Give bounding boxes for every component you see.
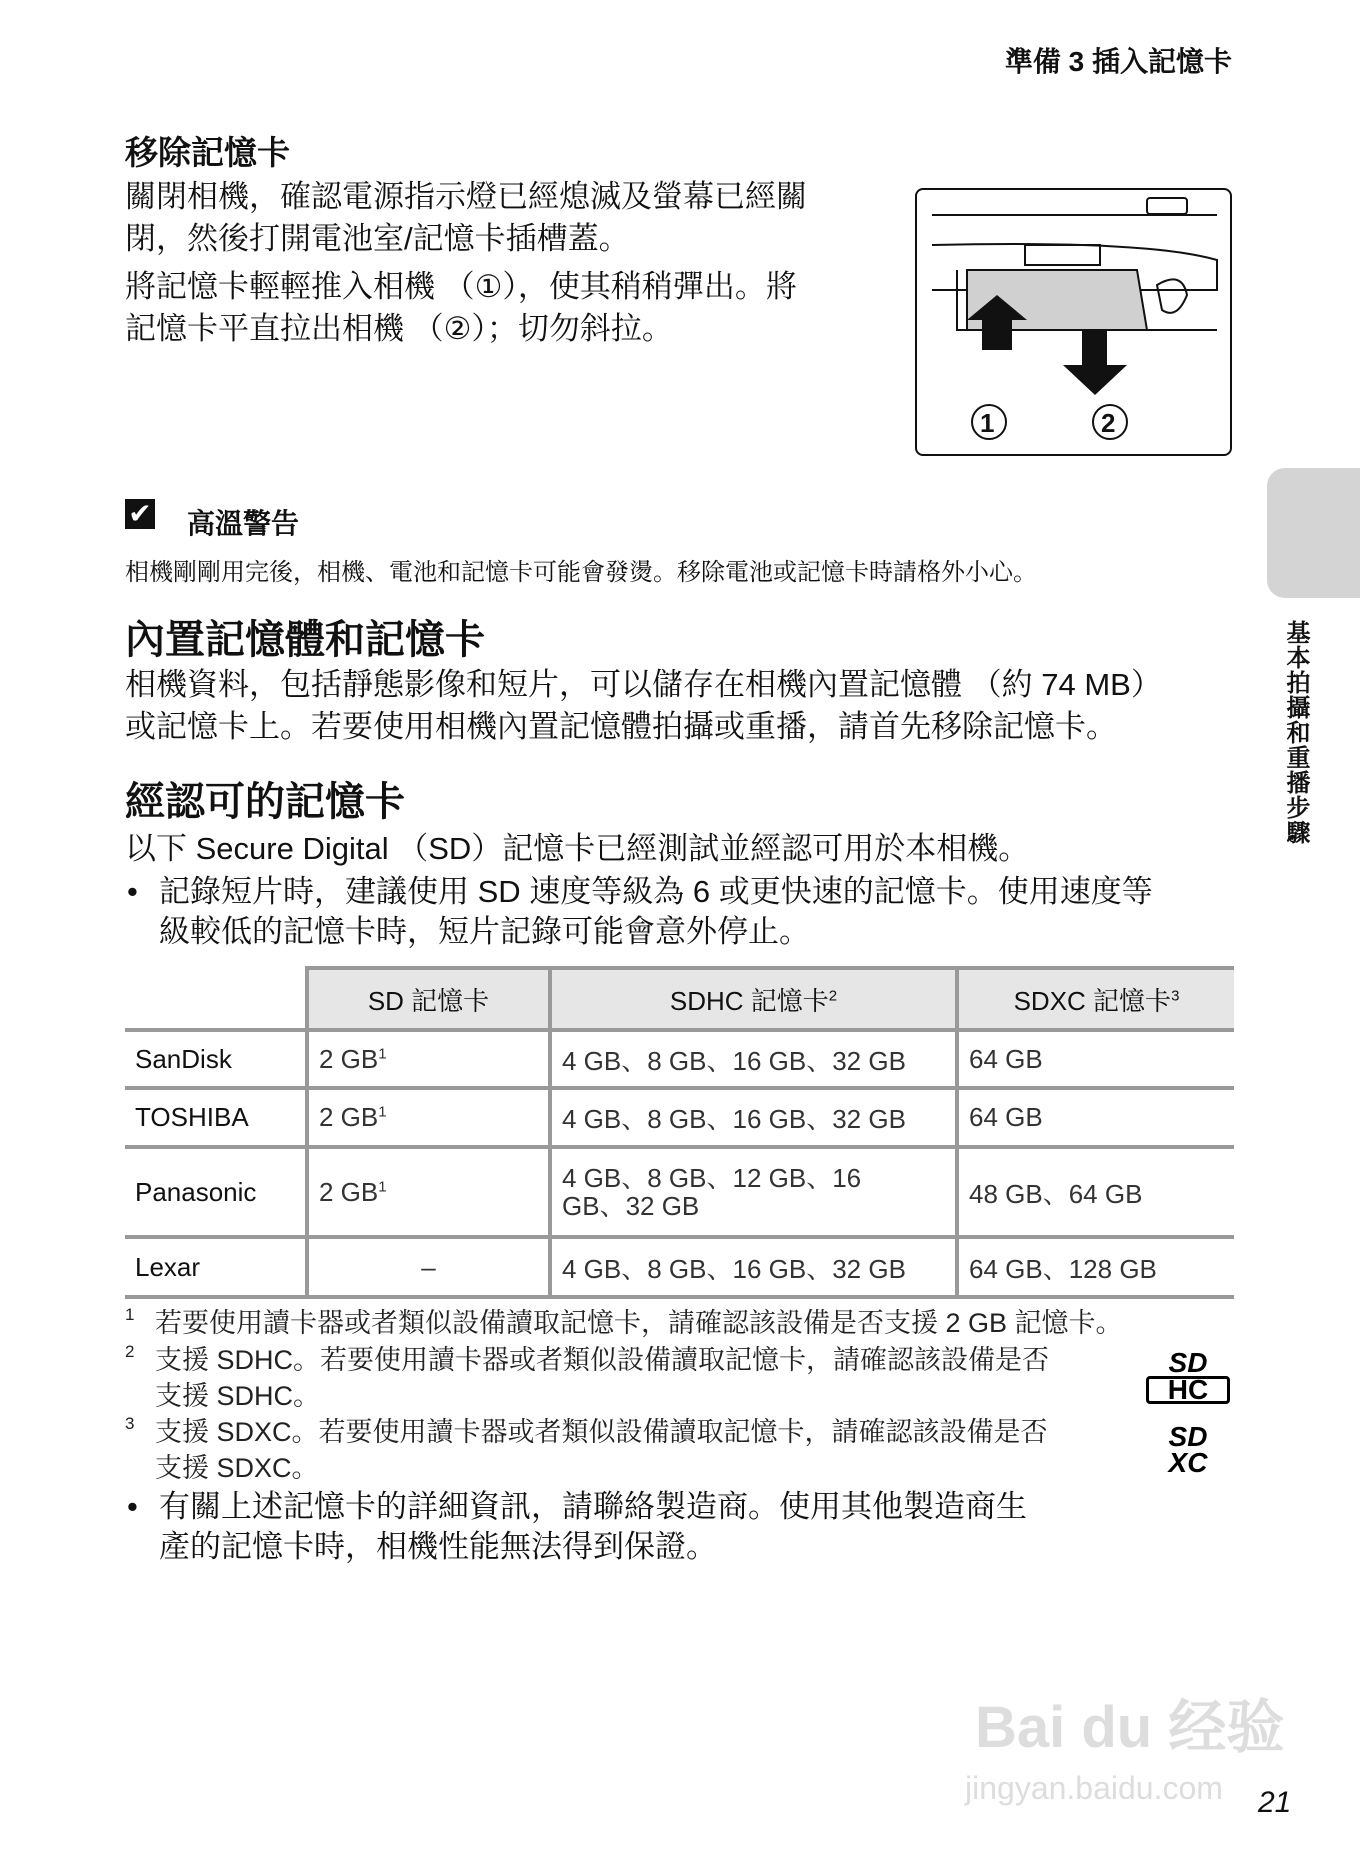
text-line: 記憶卡平直拉出相機 （②）；切勿斜拉。 xyxy=(125,311,673,346)
footnote-1: 1 若要使用讀卡器或者類似設備讀取記憶卡，請確認該設備是否支援 2 GB 記憶卡。 xyxy=(125,1305,1123,1338)
bullet-manufacturer xyxy=(125,1487,1027,1567)
text-line: 產的記憶卡時，相機性能無法得到保證。 xyxy=(159,1529,717,1564)
col-header-sd: SD 記憶卡 xyxy=(307,968,550,1030)
approved-intro: 以下 Secure Digital （SD）記憶卡已經測試並經認可用於本相機。 xyxy=(125,831,1030,866)
remove-card-title: 移除記憶卡 xyxy=(125,134,290,171)
arrow-down-icon xyxy=(1063,330,1127,395)
sd-cell: 2 $GB^1$ xyxy=(307,1088,550,1147)
internal-memory-title: 內置記憶體和記憶卡 xyxy=(125,618,485,662)
bullet-icon: • xyxy=(127,1489,138,1524)
sdxc-cell: 64 GB xyxy=(957,1030,1234,1088)
col-header-sdhc: SDHC 記憶卡$^2$ xyxy=(550,968,957,1030)
text-line: 有關上述記憶卡的詳細資訊，請聯絡製造商。使用其他製造商生 xyxy=(159,1489,1027,1524)
text-line: 將記憶卡輕輕推入相機 （①），使其稍稍彈出。將 xyxy=(125,269,797,304)
text-line: 相機資料，包括靜態影像和短片，可以儲存在相機內置記憶體 （約 74 MB） xyxy=(125,667,1162,702)
brand-cell: TOSHIBA xyxy=(125,1088,307,1147)
bullet-icon: • xyxy=(127,874,138,909)
step-1-label: 1 xyxy=(980,408,995,438)
sdhc-cell: 4 GB、8 GB、16 GB、32 GB xyxy=(550,1088,957,1147)
remove-card-para2 xyxy=(125,266,797,350)
sdxc-cell: 64 GB xyxy=(957,1088,1234,1147)
bullet-video-speed xyxy=(125,872,1153,952)
col-header-sdxc: SDXC 記憶卡$^3$ xyxy=(957,968,1234,1030)
table-header-row xyxy=(125,968,1234,1030)
sdhc-cell: 4 GB、8 GB、12 GB、16 GB、32 GB xyxy=(550,1147,957,1237)
note-title: 高溫警告 xyxy=(187,508,300,539)
text-line: 閉，然後打開電池室/記憶卡插槽蓋。 xyxy=(125,221,630,256)
sd-cell: 2 $GB^1$ xyxy=(307,1147,550,1237)
sdhc-logo: SD HC xyxy=(1146,1350,1230,1404)
table-row xyxy=(125,1030,1234,1088)
brand-cell: Lexar xyxy=(125,1237,307,1297)
approved-cards-title: 經認可的記憶卡 xyxy=(125,780,405,824)
approved-cards-table xyxy=(125,966,1234,1299)
footnote-2: 2 支援 SDHC。若要使用讀卡器或者類似設備讀取記憶卡，請確認該設備是否 支援 SDHC。 xyxy=(125,1342,1050,1411)
sdxc-cell: 64 GB、128 GB xyxy=(957,1237,1234,1297)
remove-card-para1 xyxy=(125,176,807,260)
sd-cell: – xyxy=(307,1237,550,1297)
table-row xyxy=(125,1237,1234,1297)
sdhc-cell: 4 GB、8 GB、16 GB、32 GB xyxy=(550,1030,957,1088)
sdhc-cell: 4 GB、8 GB、16 GB、32 GB xyxy=(550,1237,957,1297)
checkmark-note-icon: ✔ xyxy=(125,499,155,529)
brand-cell: SanDisk xyxy=(125,1030,307,1088)
sd-cell: 2 $GB^1$ xyxy=(307,1030,550,1088)
text-line: 記錄短片時，建議使用 SD 速度等級為 6 或更快速的記憶卡。使用速度等 xyxy=(159,874,1153,909)
text-line: 或記憶卡上。若要使用相機內置記憶體拍攝或重播，請首先移除記憶卡。 xyxy=(125,709,1117,744)
chapter-tab[interactable] xyxy=(1267,468,1360,598)
internal-memory-text xyxy=(125,664,1162,748)
note-text: 相機剛剛用完後，相機、電池和記憶卡可能會發燙。移除電池或記憶卡時請格外小心。 xyxy=(125,559,1037,586)
page-number: 21 xyxy=(1258,1786,1292,1819)
step-2-label: 2 xyxy=(1101,408,1116,438)
table-row xyxy=(125,1147,1234,1237)
chapter-label: 基本拍攝和重播步驟 xyxy=(1282,620,1309,845)
text-line: 級較低的記憶卡時，短片記錄可能會意外停止。 xyxy=(159,914,810,949)
card-removal-illustration xyxy=(915,188,1232,456)
watermark-url: jingyan.baidu.com xyxy=(965,1770,1223,1806)
brand-cell: Panasonic xyxy=(125,1147,307,1237)
text-line: 關閉相機，確認電源指示燈已經熄滅及螢幕已經關 xyxy=(125,179,807,214)
watermark-logo: Bai du 经验 xyxy=(975,1695,1285,1760)
footnote-3: 3 支援 SDXC。若要使用讀卡器或者類似設備讀取記憶卡，請確認該設備是否 支援 SDXC。 xyxy=(125,1414,1048,1483)
sdxc-logo: SD XC xyxy=(1168,1421,1208,1478)
table-row xyxy=(125,1088,1234,1147)
sdxc-cell: 48 GB、64 GB xyxy=(957,1147,1234,1237)
section-header: 準備 3 插入記憶卡 xyxy=(1004,46,1232,77)
camera-illustration xyxy=(917,190,1230,454)
